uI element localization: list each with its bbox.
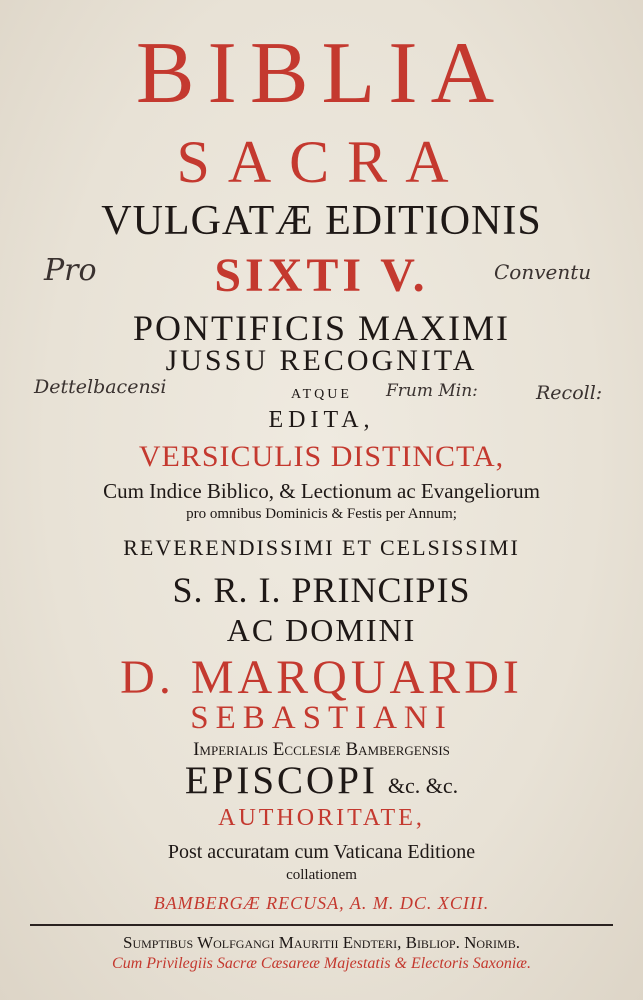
- edita: EDITA,: [268, 407, 375, 433]
- divider-rule: [30, 924, 613, 926]
- atque: ATQUE: [291, 387, 352, 402]
- title-sacra: SACRA: [176, 129, 467, 195]
- pontificis-maximi: PONTIFICIS MAXIMI: [132, 308, 511, 348]
- handwriting-conventu: Conventu: [494, 260, 592, 284]
- reverendissimi-line: REVERENDISSIMI ET CELSISSIMI: [123, 535, 520, 560]
- collationem: collationem: [286, 867, 357, 883]
- imprint-line-1: Sumptibus Wolfgangi Mauritii Endteri, Bibliop. Norimb.: [123, 933, 520, 952]
- pro-omnibus-line: pro omnibus Dominicis & Festis per Annum;: [186, 506, 457, 522]
- title-biblia: BIBLIA: [135, 25, 508, 122]
- sixti-v: SIXTI V.: [214, 249, 429, 302]
- jussu-recognita: JUSSU RECOGNITA: [165, 344, 478, 377]
- post-accuratam-line: Post accuratam cum Vaticana Editione: [167, 841, 476, 863]
- authoritate: AUTHORITATE,: [218, 805, 425, 831]
- vulgatae-editionis: VULGATÆ EDITIONIS: [101, 198, 542, 244]
- ac-domini: AC DOMINI: [226, 612, 417, 648]
- handwriting-dettelbacensi: Dettelbacensi: [34, 376, 167, 398]
- marquardi: D. MARQUARDI: [120, 651, 523, 704]
- handwriting-recoll: Recoll:: [536, 382, 603, 404]
- cum-indice-line: Cum Indice Biblico, & Lectionum ac Evangeliorum: [103, 479, 540, 503]
- handwriting-pro: Pro: [44, 253, 97, 288]
- versiculis-distincta: VERSICULIS DISTINCTA,: [138, 440, 505, 473]
- bambergae-recusa: BAMBERGÆ RECUSA, A. M. DC. XCIII.: [153, 893, 490, 913]
- imprint-line-2: Cum Privilegiis Sacræ Cæsareæ Majestatis & Electoris Saxoniæ.: [112, 955, 531, 972]
- imperialis-line: Imperialis Ecclesiæ Bambergensis: [193, 739, 450, 760]
- episcopi: EPISCOPI: [184, 759, 378, 802]
- episcopi-line: [0, 761, 643, 800]
- sebastiani: SEBASTIANI: [190, 700, 453, 736]
- handwriting-frum-min: Frum Min:: [386, 381, 478, 401]
- principis-line: S. R. I. PRINCIPIS: [172, 570, 471, 610]
- etc: &c. &c.: [387, 773, 459, 798]
